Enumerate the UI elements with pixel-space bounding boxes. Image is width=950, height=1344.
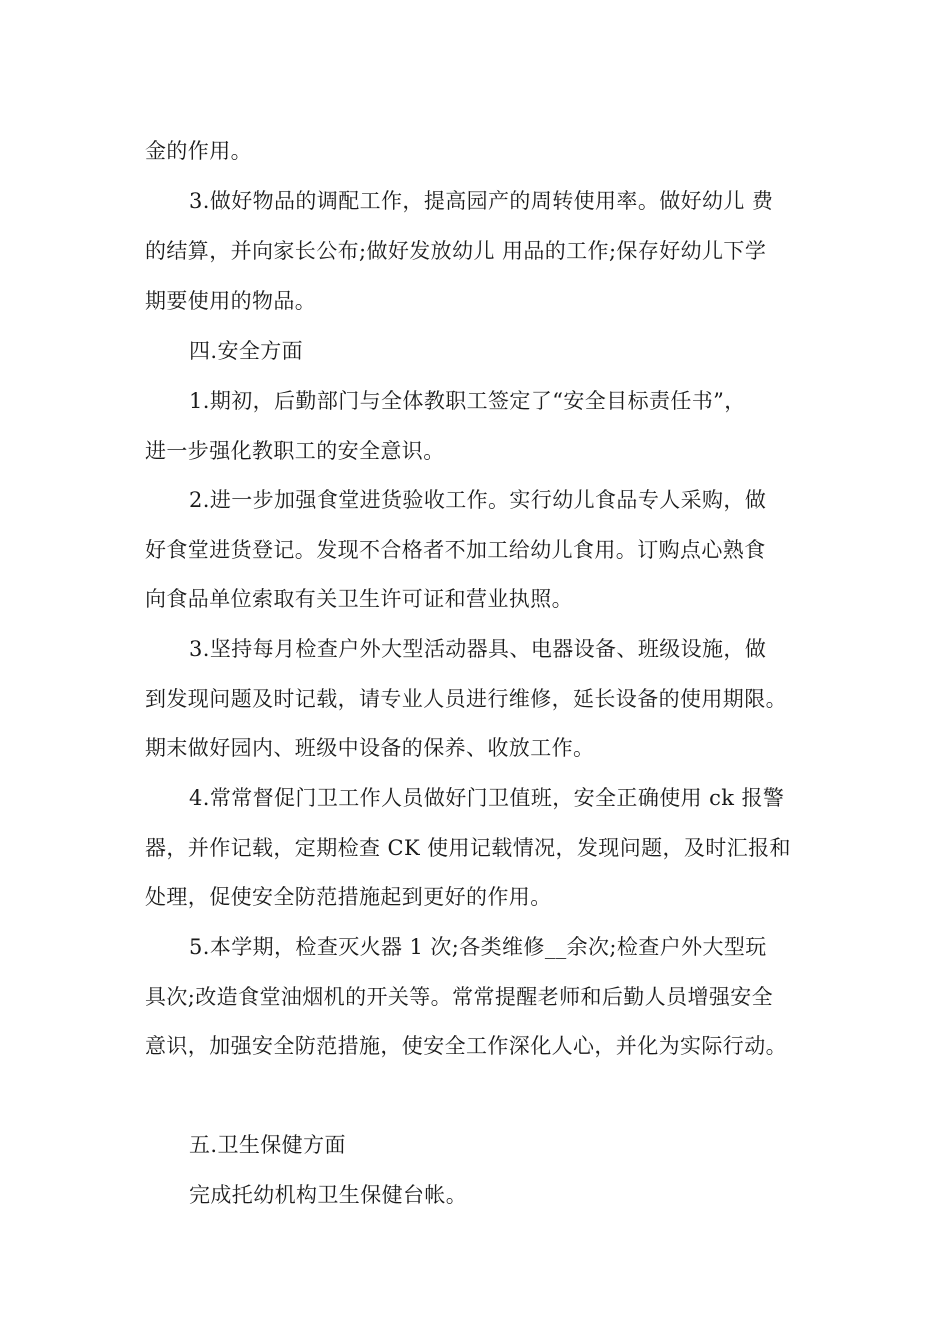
paragraph-line: 到发现问题及时记载，请专业人员进行维修，延长设备的使用期限。 [145,687,787,711]
paragraph-line: 期要使用的物品。 [145,289,317,313]
paragraph-line: 处理，促使安全防范措施起到更好的作用。 [145,885,552,909]
paragraph-line: 向食品单位索取有关卫生许可证和营业执照。 [145,587,573,611]
paragraph-line: 4.常常督促门卫工作人员做好门卫值班，安全正确使用 ck 报警 [189,786,785,810]
paragraph-line: 意识，加强安全防范措施，使安全工作深化人心，并化为实际行动。 [145,1034,787,1058]
section-heading: 五.卫生保健方面 [189,1133,346,1157]
paragraph-line: 3.坚持每月检查户外大型活动器具、电器设备、班级设施，做 [189,637,767,661]
paragraph-line: 金的作用。 [145,139,252,163]
paragraph-line: 1.期初，后勤部门与全体教职工签定了“安全目标责任书”， [189,389,746,413]
paragraph-line: 完成托幼机构卫生保健台帐。 [189,1183,468,1207]
paragraph-line: 2.进一步加强食堂进货验收工作。实行幼儿食品专人采购，做 [189,488,767,512]
paragraph-line: 好食堂进货登记。发现不合格者不加工给幼儿食用。订购点心熟食 [145,538,766,562]
section-heading: 四.安全方面 [189,339,304,363]
paragraph-line: 期末做好园内、班级中设备的保养、收放工作。 [145,736,595,760]
paragraph-line: 5.本学期，检查灭火器 1 次;各类维修__余次;检查户外大型玩 [189,935,767,959]
paragraph-line: 进一步强化教职工的安全意识。 [145,439,445,463]
paragraph-line: 具次;改造食堂油烟机的开关等。常常提醒老师和后勤人员增强安全 [145,985,774,1009]
paragraph-line: 器，并作记载，定期检查 CK 使用记载情况，发现问题，及时汇报和 [145,836,791,860]
paragraph-line: 的结算，并向家长公布;做好发放幼儿 用品的工作;保存好幼儿下学 [145,239,767,263]
paragraph-line: 3.做好物品的调配工作，提高园产的周转使用率。做好幼儿 费 [189,189,774,213]
